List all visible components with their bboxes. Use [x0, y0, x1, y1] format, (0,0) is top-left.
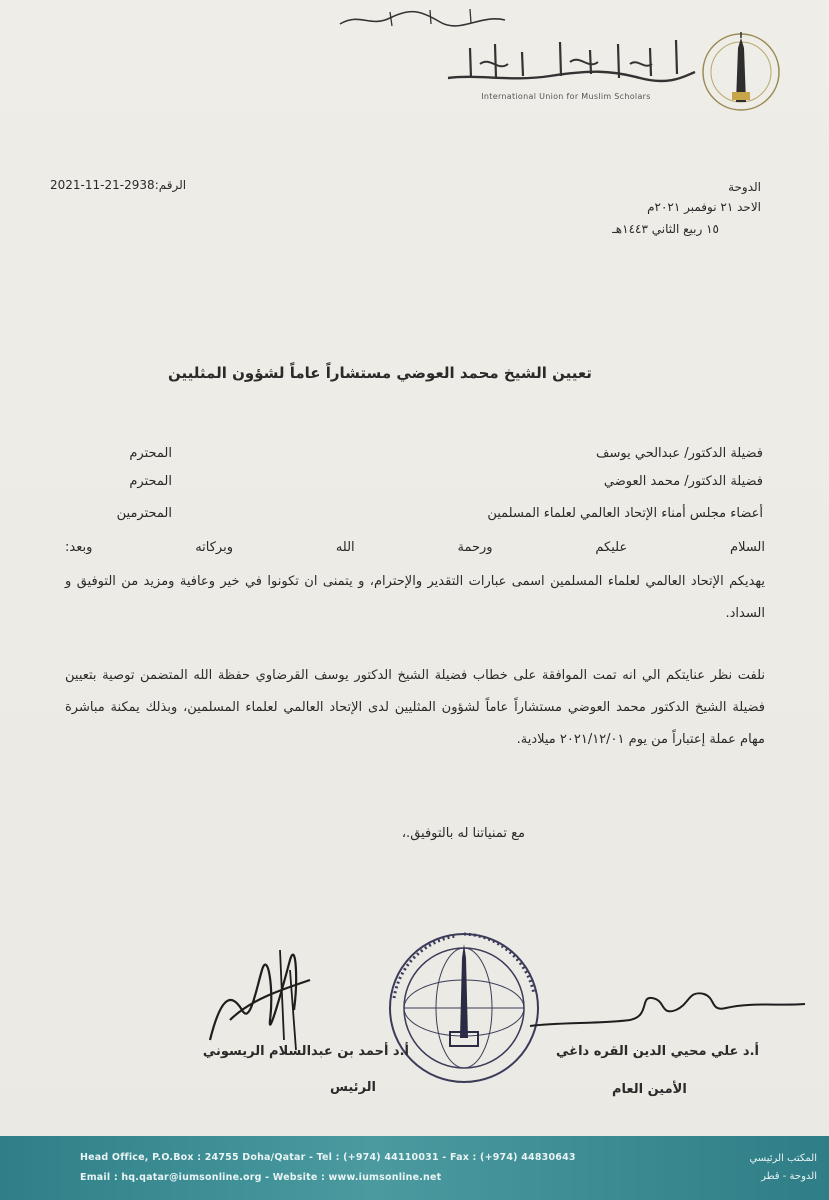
secretary-general-name: أ.د علي محيي الدين القره داغي — [556, 1044, 759, 1059]
recipient-1-honorific: المحترم — [129, 446, 172, 461]
recipient-1-name: فضيلة الدكتور/ عبدالحي يوسف — [596, 446, 763, 461]
greeting: السلام عليكم ورحمة الله وبركاته وبعد: — [65, 540, 765, 555]
signature-secretary-general — [520, 976, 810, 1046]
letterhead-footer — [0, 1136, 829, 1200]
president-name: أ.د أحمد بن عبدالسلام الريسوني — [202, 1044, 409, 1059]
recipient-3-name: أعضاء مجلس أمناء الإتحاد العالمي لعلماء المسلمين — [487, 506, 763, 521]
date-hijri: ١٥ ربيع الثاني ١٤٤٣هـ — [612, 222, 719, 236]
footer-office-label — [707, 1150, 817, 1186]
recipient-3-honorific: المحترمين — [116, 506, 172, 521]
recipient-2-name: فضيلة الدكتور/ محمد العوضي — [603, 474, 763, 489]
paragraph-2: نلفت نظر عنايتكم الي انه تمت الموافقة على خطاب فضيلة الشيخ الدكتور يوسف القرضاوي حفظة الله المتضمن توصية بتعيين فضيلة الشيخ الدكتور محمد العوضي مستشاراً عاماً لشؤون المثليين لدى الإتحاد العالمي لعلماء المسلمين، وبذلك يمكنة مباشرة مهام عملة إعتباراً من يوم ٢٠٢١/١٢/٠١ ميلادية. — [65, 668, 765, 747]
city: الدوحة — [728, 180, 761, 194]
president-title: الرئيس — [330, 1080, 376, 1095]
minaret-logo-icon — [700, 28, 782, 116]
footer-contact: Email : hq.qatar@iumsonline.org - Website : www.iumsonline.net — [80, 1172, 442, 1183]
date-gregorian: الاحد ٢١ نوفمبر ٢٠٢١م — [647, 200, 761, 214]
signature-president — [190, 930, 330, 1060]
letter-subject: تعيين الشيخ محمد العوضي مستشاراً عاماً لشؤون المثليين — [168, 364, 592, 382]
paragraph-1: يهديكم الإتحاد العالمي لعلماء المسلمين اسمى عبارات التقدير والإحترام، و يتمنى ان تكونوا في خير وعافية ومزيد من التوفيق و السداد. — [65, 574, 765, 621]
footer-city: الدوحة - قطر — [761, 1171, 817, 1182]
closing-line: مع تمنياتنا له بالتوفيق.، — [401, 826, 525, 841]
basmala — [330, 4, 530, 34]
footer-address: Head Office, P.O.Box : 24755 Doha/Qatar - Tel : (+974) 44110031 - Fax : (+974) 44830643 — [80, 1152, 576, 1163]
reference-number: الرقم:2938-21-11-2021 — [50, 178, 187, 192]
org-name-en: International Union for Muslim Scholars — [481, 92, 651, 101]
footer-office: المكتب الرئيسي — [749, 1153, 817, 1164]
secretary-general-title: الأمين العام — [612, 1082, 687, 1097]
org-logotype — [440, 34, 700, 90]
recipient-2-honorific: المحترم — [129, 474, 172, 489]
